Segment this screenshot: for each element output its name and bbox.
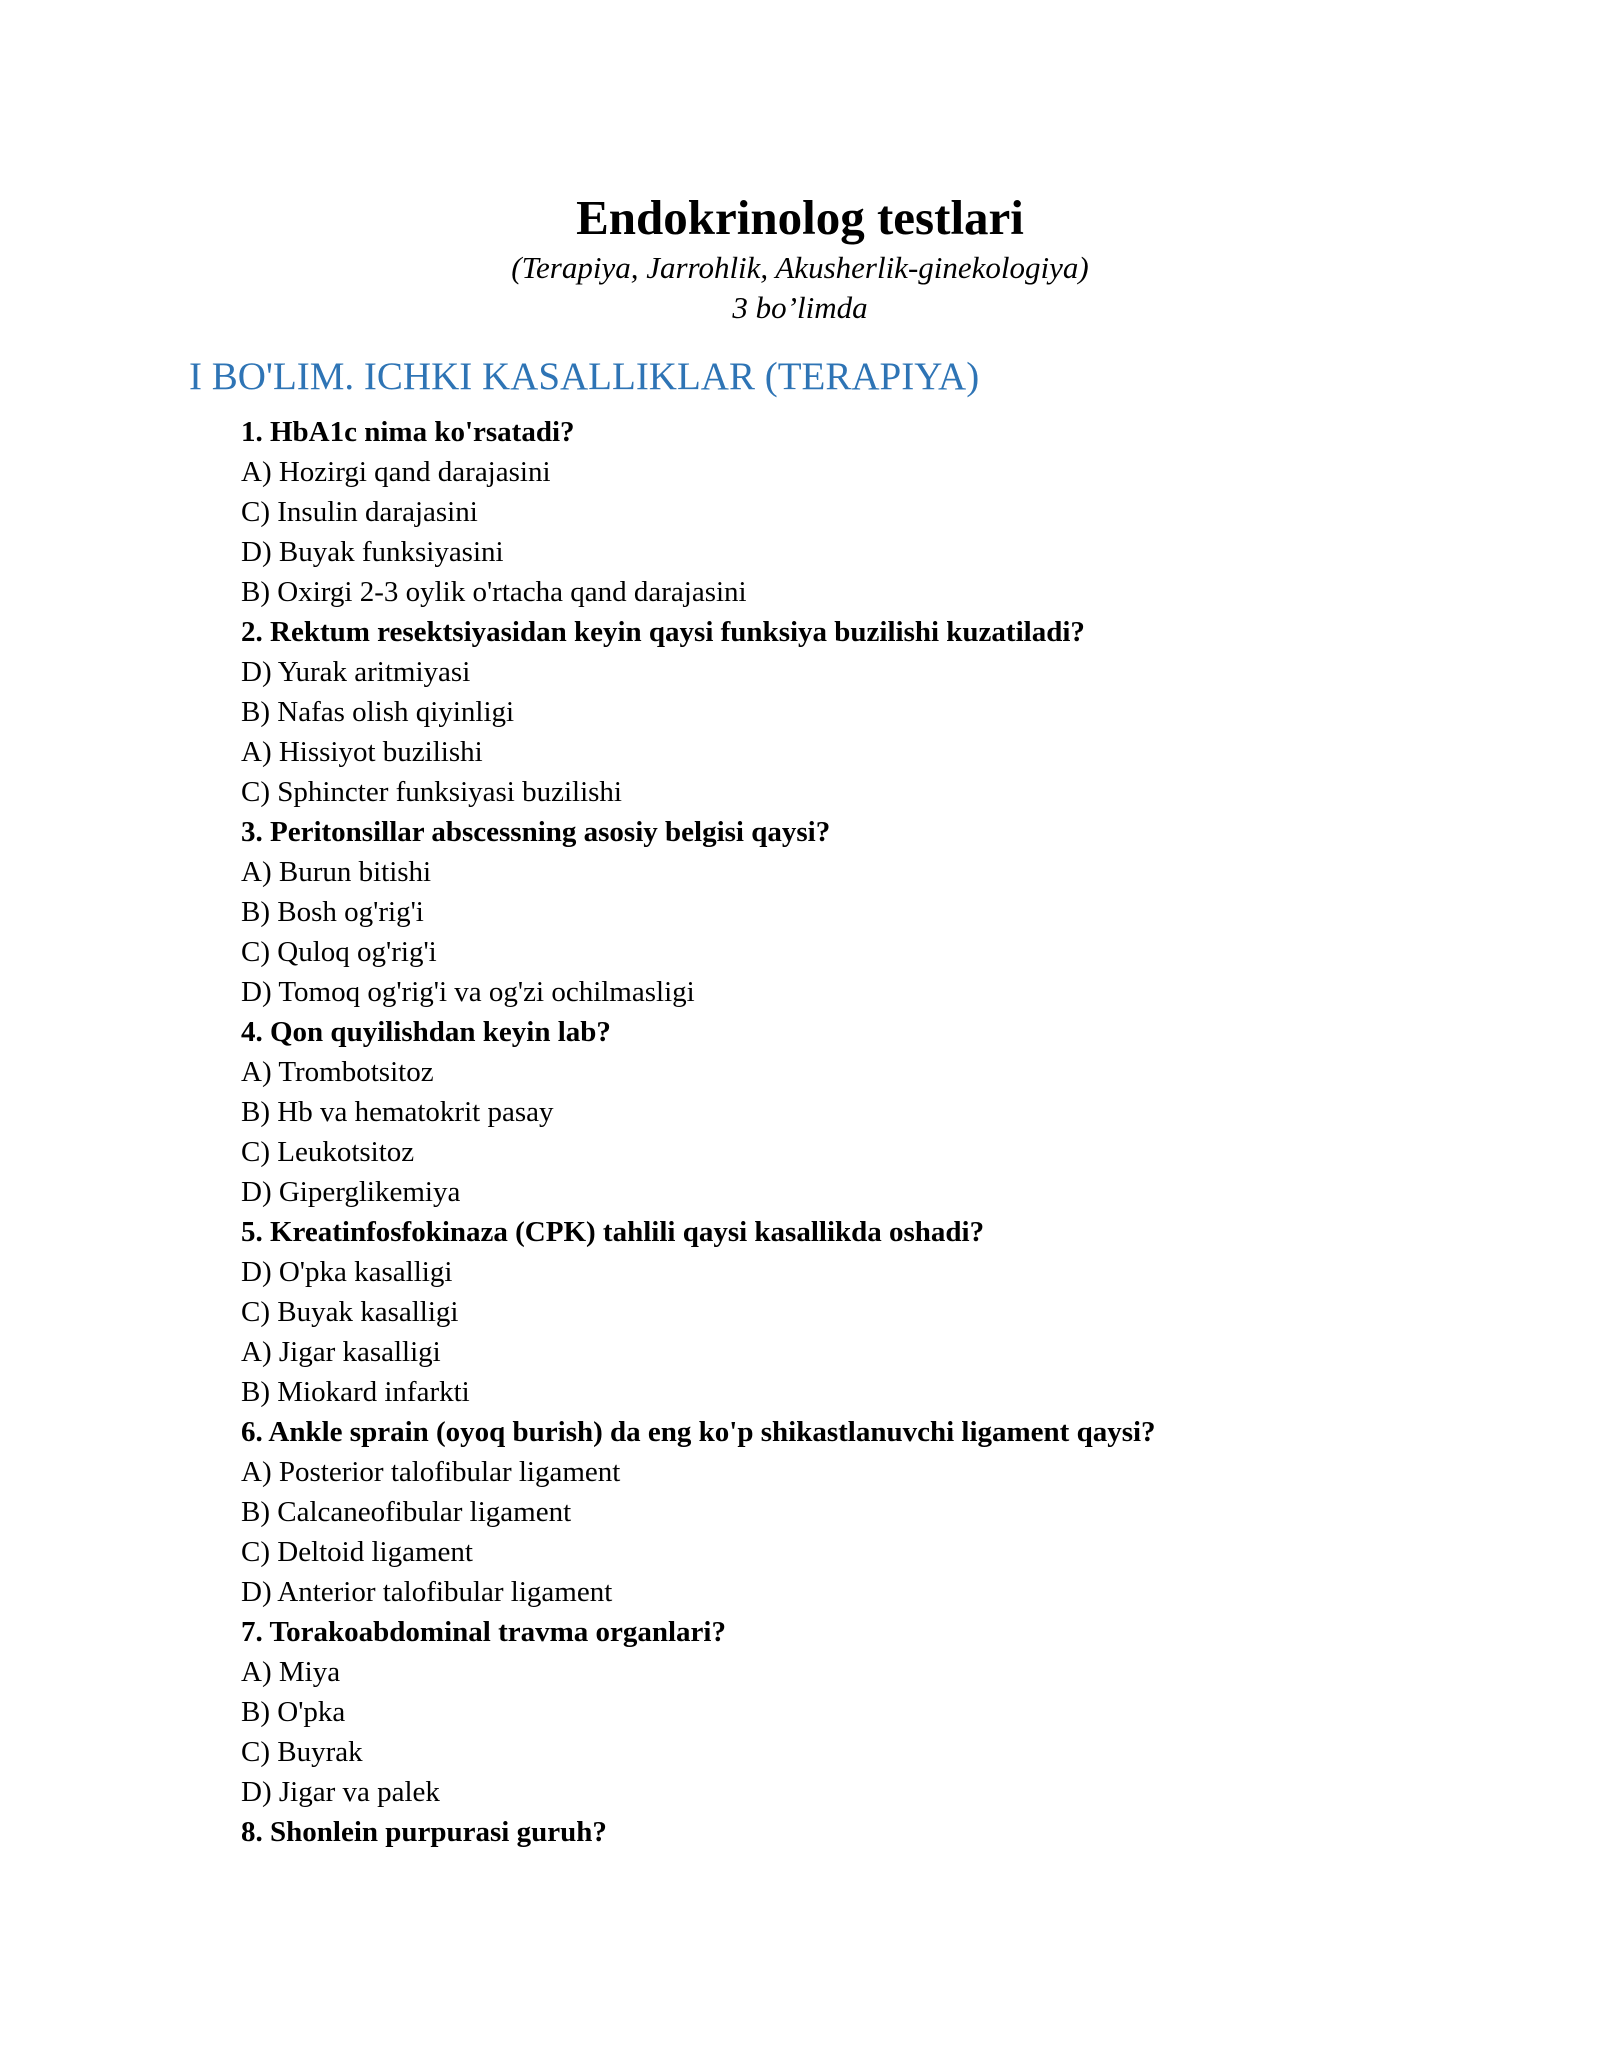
answer-option: C) Deltoid ligament bbox=[241, 1536, 473, 1568]
answer-option: C) Quloq og'rig'i bbox=[241, 936, 437, 968]
document-title: Endokrinolog testlari bbox=[576, 190, 1024, 245]
answer-option: A) Posterior talofibular ligament bbox=[241, 1456, 621, 1488]
answer-option: D) Yurak aritmiyasi bbox=[241, 656, 471, 688]
question-8: 8. Shonlein purpurasi guruh? bbox=[241, 1816, 607, 1848]
answer-option: D) Jigar va palek bbox=[241, 1776, 440, 1808]
question-4: 4. Qon quyilishdan keyin lab? bbox=[241, 1016, 611, 1048]
document-subtitle-sections: 3 bo’limda bbox=[732, 290, 868, 325]
answer-option: C) Buyrak bbox=[241, 1736, 363, 1768]
answer-option: D) O'pka kasalligi bbox=[241, 1256, 453, 1288]
question-3: 3. Peritonsillar abscessning asosiy belgisi qaysi? bbox=[241, 816, 831, 848]
answer-option: A) Hozirgi qand darajasini bbox=[241, 456, 551, 488]
answer-option: B) Bosh og'rig'i bbox=[241, 896, 424, 928]
answer-option: A) Hissiyot buzilishi bbox=[241, 736, 483, 768]
answer-option: A) Jigar kasalligi bbox=[241, 1336, 441, 1368]
question-7: 7. Torakoabdominal travma organlari? bbox=[241, 1616, 726, 1648]
question-2: 2. Rektum resektsiyasidan keyin qaysi funksiya buzilishi kuzatiladi? bbox=[241, 616, 1085, 648]
answer-option: C) Sphincter funksiyasi buzilishi bbox=[241, 776, 622, 808]
answer-option: C) Insulin darajasini bbox=[241, 496, 478, 528]
document-subtitle: (Terapiya, Jarrohlik, Akusherlik-ginekologiya) bbox=[511, 250, 1089, 285]
question-6: 6. Ankle sprain (oyoq burish) da eng ko'p shikastlanuvchi ligament qaysi? bbox=[241, 1416, 1156, 1448]
answer-option: D) Buyak funksiyasini bbox=[241, 536, 504, 568]
answer-option: C) Leukotsitoz bbox=[241, 1136, 415, 1168]
answer-option: B) Miokard infarkti bbox=[241, 1376, 470, 1408]
answer-option: A) Burun bitishi bbox=[241, 856, 432, 888]
section-heading: I BO'LIM. ICHKI KASALLIKLAR (TERAPIYA) bbox=[189, 355, 980, 398]
answer-option: D) Anterior talofibular ligament bbox=[241, 1576, 613, 1608]
answer-option: B) O'pka bbox=[241, 1696, 346, 1728]
answer-option: D) Tomoq og'rig'i va og'zi ochilmasligi bbox=[241, 976, 695, 1008]
question-5: 5. Kreatinfosfokinaza (CPK) tahlili qaysi kasallikda oshadi? bbox=[241, 1216, 985, 1248]
answer-option: B) Hb va hematokrit pasay bbox=[241, 1096, 554, 1128]
answer-option: D) Giperglikemiya bbox=[241, 1176, 461, 1208]
answer-option: B) Calcaneofibular ligament bbox=[241, 1496, 572, 1528]
answer-option: B) Nafas olish qiyinligi bbox=[241, 696, 515, 728]
answer-option: C) Buyak kasalligi bbox=[241, 1296, 459, 1328]
question-list bbox=[241, 412, 1441, 1852]
answer-option: B) Oxirgi 2-3 oylik o'rtacha qand darajasini bbox=[241, 576, 747, 608]
answer-option: A) Miya bbox=[241, 1656, 341, 1688]
answer-option: A) Trombotsitoz bbox=[241, 1056, 434, 1088]
question-1: 1. HbA1c nima ko'rsatadi? bbox=[241, 416, 575, 448]
